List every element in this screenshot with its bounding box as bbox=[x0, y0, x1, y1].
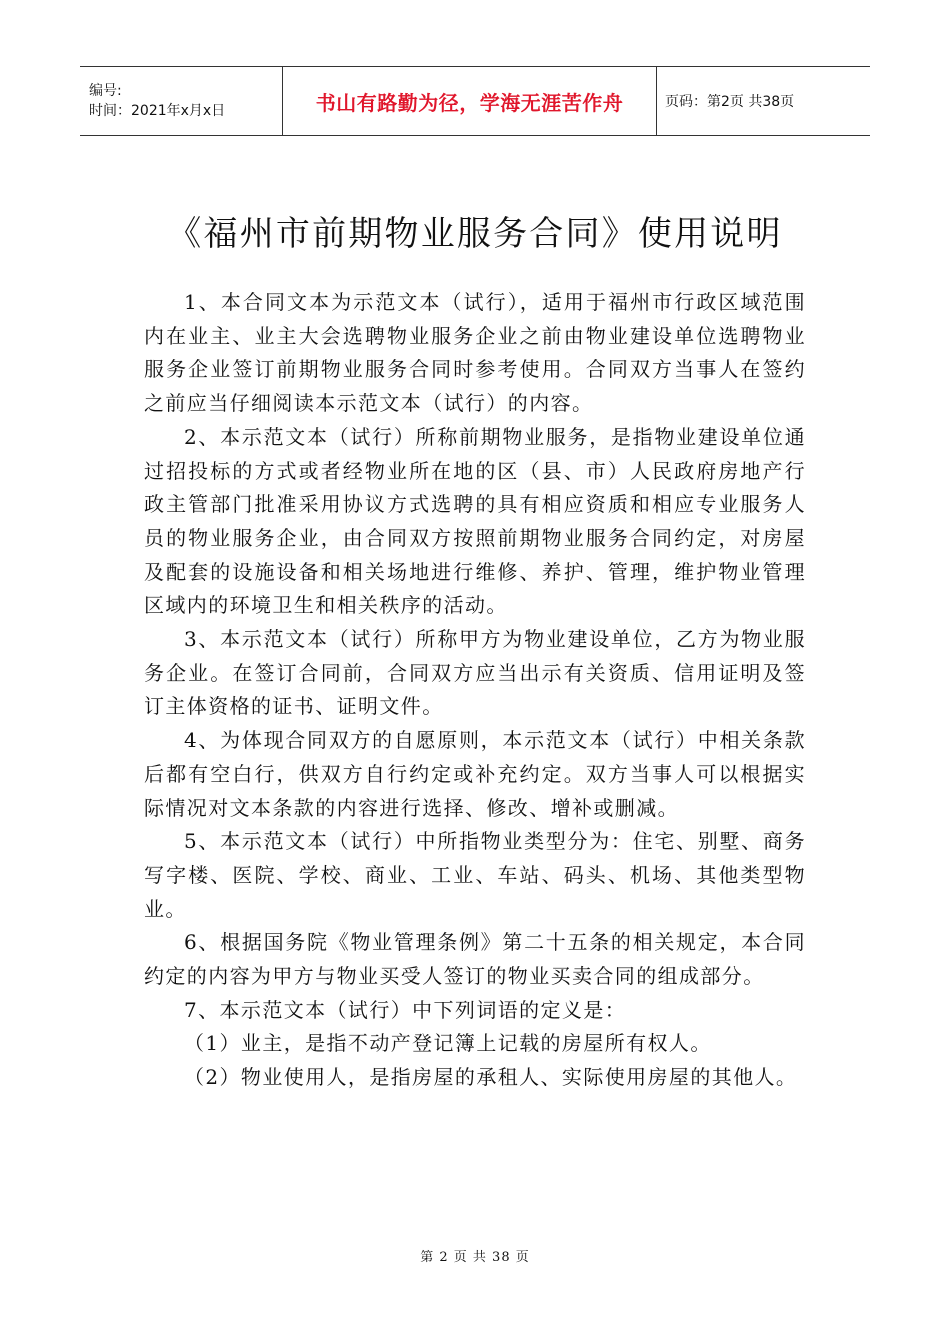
paragraph-2: 2、本示范文本（试行）所称前期物业服务，是指物业建设单位通过招投标的方式或者经物业所在地的区（县、市）人民政府房地产行政主管部门批准采用协议方式选聘的具有相应资质和相应专业服务人员的物业服务企业，由合同双方按照前期物业服务合同约定，对房屋及配套的设施设备和相关场地进行维修、养护、管理，维护物业管理区域内的环境卫生和相关秩序的活动。 bbox=[144, 424, 806, 618]
paragraph-6: 6、根据国务院《物业管理条例》第二十五条的相关规定，本合同约定的内容为甲方与物业买受人签订的物业买卖合同的组成部分。 bbox=[144, 930, 806, 989]
motto-text: 书山有路勤为径，学海无涯苦作舟 bbox=[315, 90, 624, 115]
paragraph-3: 3、本示范文本（试行）所称甲方为物业建设单位，乙方为物业服务企业。在签订合同前，合同双方应当出示有关资质、信用证明及签订主体资格的证书、证明文件。 bbox=[144, 627, 806, 719]
paragraph-5: 5、本示范文本（试行）中所指物业类型分为：住宅、别墅、商务写字楼、医院、学校、商业、工业、车站、码头、机场、其他类型物业。 bbox=[144, 829, 806, 921]
number-label: 编号: bbox=[89, 83, 122, 99]
paragraph-8: （1）业主，是指不动产登记簿上记载的房屋所有权人。 bbox=[184, 1031, 712, 1056]
paragraph-4: 4、为体现合同双方的自愿原则，本示范文本（试行）中相关条款后都有空白行，供双方自行约定或补充约定。双方当事人可以根据实际情况对文本条款的内容进行选择、修改、增补或删减。 bbox=[144, 728, 806, 820]
document-body bbox=[144, 286, 806, 1095]
header-table bbox=[80, 66, 870, 136]
page-footer: 第 2 页 共 38 页 bbox=[420, 1250, 530, 1265]
header-meta-cell bbox=[80, 67, 282, 135]
paragraph-7: 7、本示范文本（试行）中下列词语的定义是： bbox=[184, 997, 627, 1022]
document-title: 《福州市前期物业服务合同》使用说明 bbox=[167, 214, 783, 254]
paragraph-9: （2）物业使用人，是指房屋的承租人、实际使用房屋的其他人。 bbox=[184, 1065, 798, 1090]
page-label: 页码：第2页 共38页 bbox=[665, 94, 795, 110]
header-page-cell bbox=[657, 67, 870, 135]
header-motto-cell bbox=[282, 67, 657, 135]
paragraph-1: 1、本合同文本为示范文本（试行），适用于福州市行政区域范围内在业主、业主大会选聘物业服务企业之前由物业建设单位选聘物业服务企业签订前期物业服务合同时参考使用。合同双方当事人在签约之前应当仔细阅读本示范文本（试行）的内容。 bbox=[144, 290, 806, 416]
time-label: 时间：2021年x月x日 bbox=[89, 103, 226, 119]
